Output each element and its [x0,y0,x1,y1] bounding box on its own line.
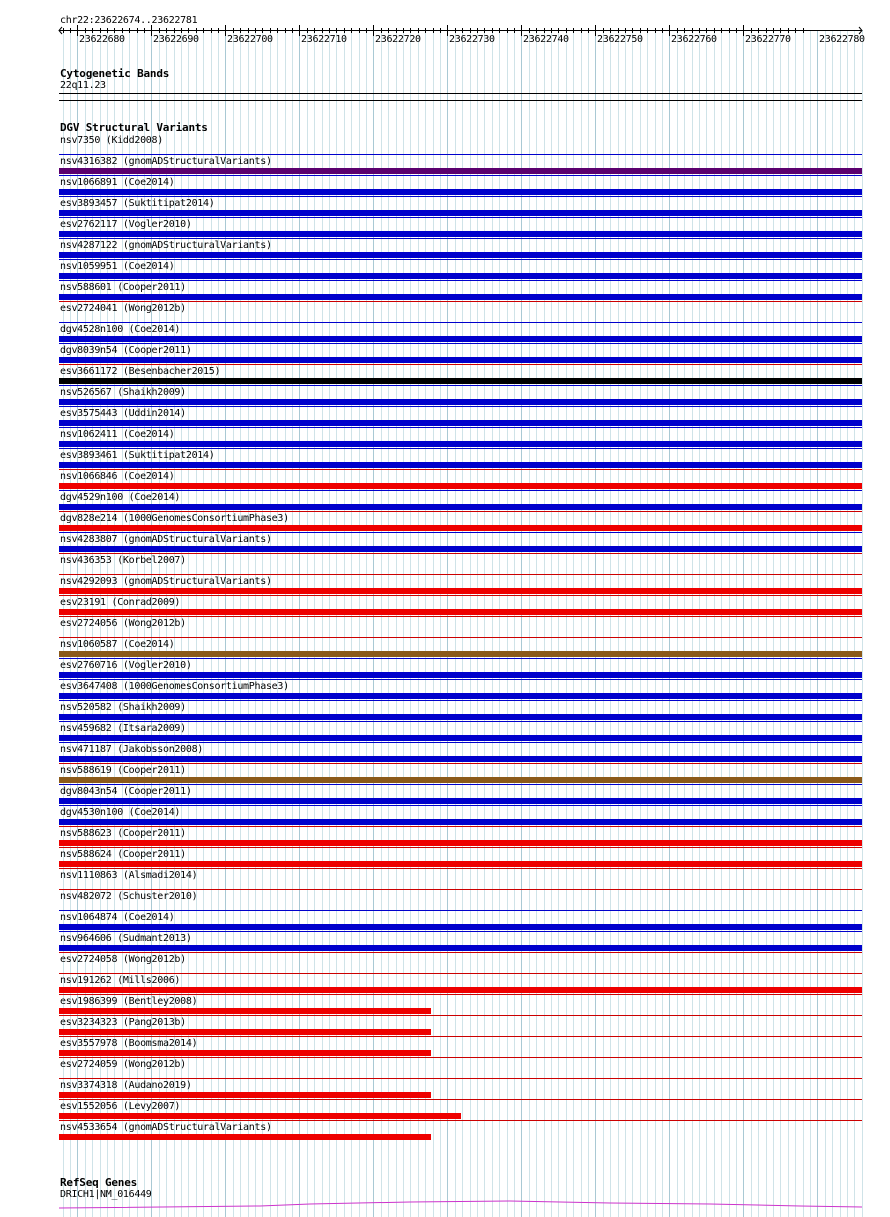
feature-separator [59,469,862,470]
dgv-feature-label[interactable]: nsv1110863 (Alsmadi2014) [60,870,198,881]
dgv-feature-bar[interactable] [59,483,862,489]
cytoband-ideogram[interactable] [59,93,862,94]
feature-separator [59,343,862,344]
feature-separator [59,553,862,554]
dgv-feature-label[interactable]: dgv8039n54 (Cooper2011) [60,345,192,356]
dgv-feature-label[interactable]: esv1552056 (Levy2007) [60,1101,181,1112]
dgv-feature-bar[interactable] [59,777,862,783]
dgv-feature-label[interactable]: dgv4530n100 (Coe2014) [60,807,181,818]
feature-separator [59,406,862,407]
feature-separator [59,385,862,386]
dgv-feature-bar[interactable] [59,861,862,867]
dgv-feature-bar[interactable] [59,609,862,615]
dgv-feature-label[interactable]: esv2724059 (Wong2012b) [60,1059,186,1070]
feature-separator [59,1057,862,1058]
dgv-feature-label[interactable]: nsv1060587 (Coe2014) [60,639,175,650]
feature-separator [59,1120,862,1121]
dgv-feature-bar[interactable] [59,798,862,804]
dgv-feature-label[interactable]: nsv4533654 (gnomADStructuralVariants) [60,1122,272,1133]
dgv-feature-label[interactable]: nsv526567 (Shaikh2009) [60,387,186,398]
feature-separator [59,931,862,932]
feature-separator [59,196,862,197]
feature-separator [59,322,862,323]
feature-separator [59,952,862,953]
dgv-feature-bar[interactable] [59,420,862,426]
dgv-feature-bar[interactable] [59,1134,431,1140]
dgv-feature-bar[interactable] [59,441,862,447]
feature-separator [59,490,862,491]
dgv-feature-bar[interactable] [59,1113,461,1119]
dgv-feature-label[interactable]: nsv520582 (Shaikh2009) [60,702,186,713]
feature-separator [59,448,862,449]
dgv-feature-label[interactable]: esv23191 (Conrad2009) [60,597,181,608]
dgv-feature-bar[interactable] [59,819,862,825]
dgv-feature-bar[interactable] [59,399,862,405]
feature-separator [59,175,862,176]
feature-separator [59,1015,862,1016]
feature-separator [59,826,862,827]
dgv-feature-bar[interactable] [59,924,862,930]
ruler-tick-label: 23622730 [449,34,495,45]
dgv-feature-bar[interactable] [59,525,862,531]
dgv-feature-label[interactable]: esv3661172 (Besenbacher2015) [60,366,221,377]
dgv-title: DGV Structural Variants [60,121,208,134]
feature-separator [59,217,862,218]
dgv-feature-label[interactable]: esv2724056 (Wong2012b) [60,618,186,629]
feature-separator [59,301,862,302]
feature-separator [59,238,862,239]
dgv-feature-bar[interactable] [59,1050,431,1056]
feature-separator [59,364,862,365]
dgv-feature-bar[interactable] [59,504,862,510]
dgv-feature-bar[interactable] [59,294,862,300]
dgv-feature-bar[interactable] [59,945,862,951]
refseq-title: RefSeq Genes [60,1176,138,1189]
dgv-feature-bar[interactable] [59,1092,431,1098]
feature-separator [59,280,862,281]
feature-separator [59,595,862,596]
feature-separator [59,700,862,701]
ruler-tick-label: 23622750 [597,34,643,45]
feature-separator [59,1036,862,1037]
dgv-feature-label[interactable]: nsv588619 (Cooper2011) [60,765,186,776]
dgv-feature-bar[interactable] [59,336,862,342]
feature-separator [59,1099,862,1100]
dgv-feature-label[interactable]: nsv191262 (Mills2006) [60,975,181,986]
dgv-feature-label[interactable]: dgv4528n100 (Coe2014) [60,324,181,335]
dgv-feature-bar[interactable] [59,378,862,384]
dgv-feature-label[interactable]: esv3557978 (Boomsma2014) [60,1038,198,1049]
ruler-tick-label: 23622690 [153,34,199,45]
dgv-feature-label[interactable]: nsv1064874 (Coe2014) [60,912,175,923]
track-separator [59,100,862,101]
ruler-tick-label: 23622770 [745,34,791,45]
feature-separator [59,721,862,722]
cytoband-title: Cytogenetic Bands [60,67,170,80]
dgv-feature-bar[interactable] [59,231,862,237]
location-label: chr22:23622674..23622781 [60,15,198,26]
dgv-feature-label[interactable]: esv2762117 (Vogler2010) [60,219,192,230]
dgv-feature-label[interactable]: dgv8043n54 (Cooper2011) [60,786,192,797]
feature-separator [59,763,862,764]
ruler-tick-label: 23622710 [301,34,347,45]
dgv-feature-bar[interactable] [59,651,862,657]
dgv-feature-label[interactable]: nsv588624 (Cooper2011) [60,849,186,860]
feature-separator [59,574,862,575]
dgv-feature-bar[interactable] [59,168,862,174]
dgv-feature-bar[interactable] [59,210,862,216]
dgv-feature-label[interactable]: nsv1066891 (Coe2014) [60,177,175,188]
dgv-feature-label[interactable]: nsv588623 (Cooper2011) [60,828,186,839]
feature-separator [59,784,862,785]
feature-separator [59,742,862,743]
dgv-feature-bar[interactable] [59,735,862,741]
refseq-gene-model[interactable] [0,1198,890,1212]
feature-separator [59,658,862,659]
dgv-feature-label[interactable]: nsv1059951 (Coe2014) [60,261,175,272]
feature-separator [59,973,862,974]
feature-separator [59,511,862,512]
ruler-tick-label: 23622740 [523,34,569,45]
feature-separator [59,637,862,638]
ruler-tick-label: 23622680 [79,34,125,45]
dgv-feature-bar[interactable] [59,357,862,363]
dgv-feature-label[interactable]: nsv7350 (Kidd2008) [60,135,163,146]
feature-separator [59,889,862,890]
dgv-feature-bar[interactable] [59,273,862,279]
dgv-feature-bar[interactable] [59,588,862,594]
feature-separator [59,868,862,869]
dgv-feature-bar[interactable] [59,252,862,258]
feature-separator [59,154,862,155]
dgv-feature-bar[interactable] [59,693,862,699]
dgv-feature-label[interactable]: nsv4316382 (gnomADStructuralVariants) [60,156,272,167]
dgv-feature-label[interactable]: nsv3374318 (Audano2019) [60,1080,192,1091]
dgv-feature-label[interactable]: nsv459682 (Itsara2009) [60,723,186,734]
feature-separator [59,259,862,260]
dgv-feature-label[interactable]: nsv4292093 (gnomADStructuralVariants) [60,576,272,587]
dgv-feature-label[interactable]: esv3647408 (1000GenomesConsortiumPhase3) [60,681,289,692]
dgv-feature-bar[interactable] [59,756,862,762]
dgv-feature-label[interactable]: esv1986399 (Bentley2008) [60,996,198,1007]
dgv-feature-label[interactable]: nsv588601 (Cooper2011) [60,282,186,293]
dgv-feature-bar[interactable] [59,714,862,720]
dgv-feature-label[interactable]: esv3893457 (Suktitipat2014) [60,198,215,209]
feature-separator [59,616,862,617]
ruler-tick-label: 23622720 [375,34,421,45]
dgv-feature-label[interactable]: esv3234323 (Pang2013b) [60,1017,186,1028]
dgv-feature-label[interactable]: dgv4529n100 (Coe2014) [60,492,181,503]
dgv-feature-label[interactable]: esv3575443 (Uddin2014) [60,408,186,419]
feature-separator [59,910,862,911]
dgv-feature-label[interactable]: esv2724041 (Wong2012b) [60,303,186,314]
refseq-gene-label[interactable]: DRICH1|NM_016449 [60,1189,152,1200]
dgv-feature-label[interactable]: dgv828e214 (1000GenomesConsortiumPhase3) [60,513,289,524]
dgv-feature-bar[interactable] [59,546,862,552]
feature-separator [59,1078,862,1079]
feature-separator [59,847,862,848]
ruler-tick-label: 23622780 [819,34,865,45]
ruler-tick-label: 23622700 [227,34,273,45]
feature-separator [59,805,862,806]
feature-separator [59,994,862,995]
dgv-feature-bar[interactable] [59,1029,431,1035]
dgv-feature-label[interactable]: esv2724058 (Wong2012b) [60,954,186,965]
dgv-feature-label[interactable]: nsv482072 (Schuster2010) [60,891,198,902]
feature-separator [59,427,862,428]
feature-separator [59,679,862,680]
dgv-feature-label[interactable]: nsv4283807 (gnomADStructuralVariants) [60,534,272,545]
dgv-feature-bar[interactable] [59,840,862,846]
dgv-feature-label[interactable]: nsv964606 (Sudmant2013) [60,933,192,944]
feature-separator [59,532,862,533]
dgv-feature-bar[interactable] [59,987,862,993]
dgv-feature-label[interactable]: esv2760716 (Vogler2010) [60,660,192,671]
dgv-feature-label[interactable]: nsv4287122 (gnomADStructuralVariants) [60,240,272,251]
cytoband-label: 22q11.23 [60,80,106,91]
dgv-feature-bar[interactable] [59,462,862,468]
ruler-tick-label: 23622760 [671,34,717,45]
dgv-feature-bar[interactable] [59,189,862,195]
dgv-feature-label[interactable]: esv3893461 (Suktitipat2014) [60,450,215,461]
dgv-feature-bar[interactable] [59,672,862,678]
dgv-feature-bar[interactable] [59,1008,431,1014]
dgv-feature-label[interactable]: nsv1066846 (Coe2014) [60,471,175,482]
dgv-feature-label[interactable]: nsv471187 (Jakobsson2008) [60,744,204,755]
dgv-feature-label[interactable]: nsv1062411 (Coe2014) [60,429,175,440]
dgv-feature-label[interactable]: nsv436353 (Korbel2007) [60,555,186,566]
